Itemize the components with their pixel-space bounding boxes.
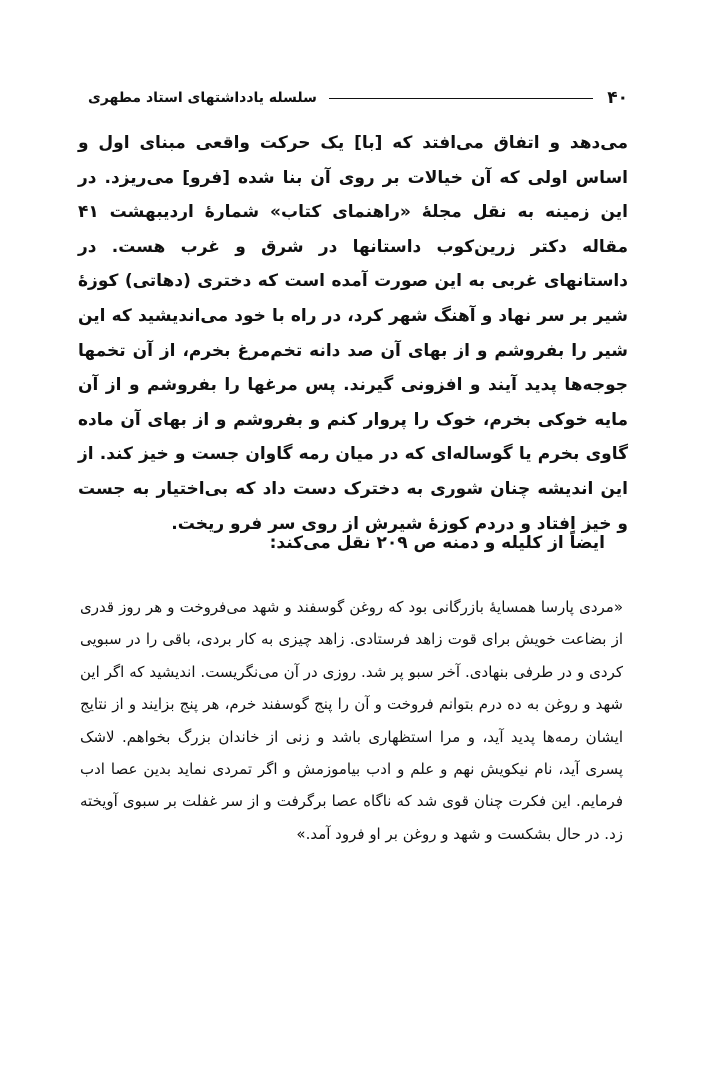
running-header (88, 86, 628, 110)
quote-intro-line: ایضاً از کلیله و دمنه ص ۲۰۹ نقل می‌کند: (269, 533, 605, 553)
page-number: ۴۰ (607, 88, 628, 108)
body-paragraph: می‌دهد و اتفاق می‌افتد که [با] یک حرکت واقعی مبنای اول و اساس اولی که آن خیالات بر روی آن بنا شده [فرو] می‌ریزد. در این زمینه به نقل مجلهٔ «راهنمای کتاب» شمارهٔ اردیبهشت ۴۱ مقاله دکتر زرین‌کوب داستانها در شرق و غرب هست. در داستانهای غربی به این صورت آمده است که دختری (دهاتی) کوزهٔ شیر بر سر نهاد و آهنگ شهر کرد، در راه با خود می‌اندیشید که این شیر را بفروشم و از بهای آن صد دانه تخم‌مرغ بخرم، از آن تخمها جوجه‌ها پدید آیند و افزونی گیرند. پس مرغها را بفروشم و از آن مایه خوکی بخرم، خوک را پروار کنم و بفروشم و از بهای آن ماده گاوی بخرم یا گوساله‌ای که در میان رمه گاوان جست و خیز کند. از این اندیشه چنان شوری به دخترک دست داد که بی‌اختیار به جست و خیز افتاد و دردم کوزهٔ شیرش از روی سر فرو ریخت. (78, 133, 628, 534)
header-rule (329, 98, 593, 99)
kalila-quote: «مردی پارسا همسایهٔ بازرگانی بود که روغن گوسفند و شهد می‌فروخت و هر روز قدری از بضاعت خویش برای قوت زاهد فرستادی. زاهد چیزی به کار بردی، باقی را در سبویی کردی و در طرفی بنهادی. آخر سبو پر شد. روزی در آن می‌نگریست. اندیشید که اگر این شهد و روغن به ده درم بتوانم فروخت و آن را پنج گوسفند خرم، هر پنج بزایند و از نتایج ایشان رمه‌ها پدید آید، و مرا استظهاری باشد و زنی از خاندان بزرگ بخواهم. لاشک پسری آید، نام نیکویش نهم و علم و ادب بیاموزمش و اگر تمردی نماید بدین عصا ادب فرمایم. این فکرت چنان قوی شد که ناگاه عصا برگرفت و از سر غفلت بر سبوی آویخته زد. در حال بشکست و شهد و روغن بر او فرود آمد.» (80, 598, 623, 843)
series-title: سلسله یادداشتهای استاد مطهری (88, 90, 317, 106)
